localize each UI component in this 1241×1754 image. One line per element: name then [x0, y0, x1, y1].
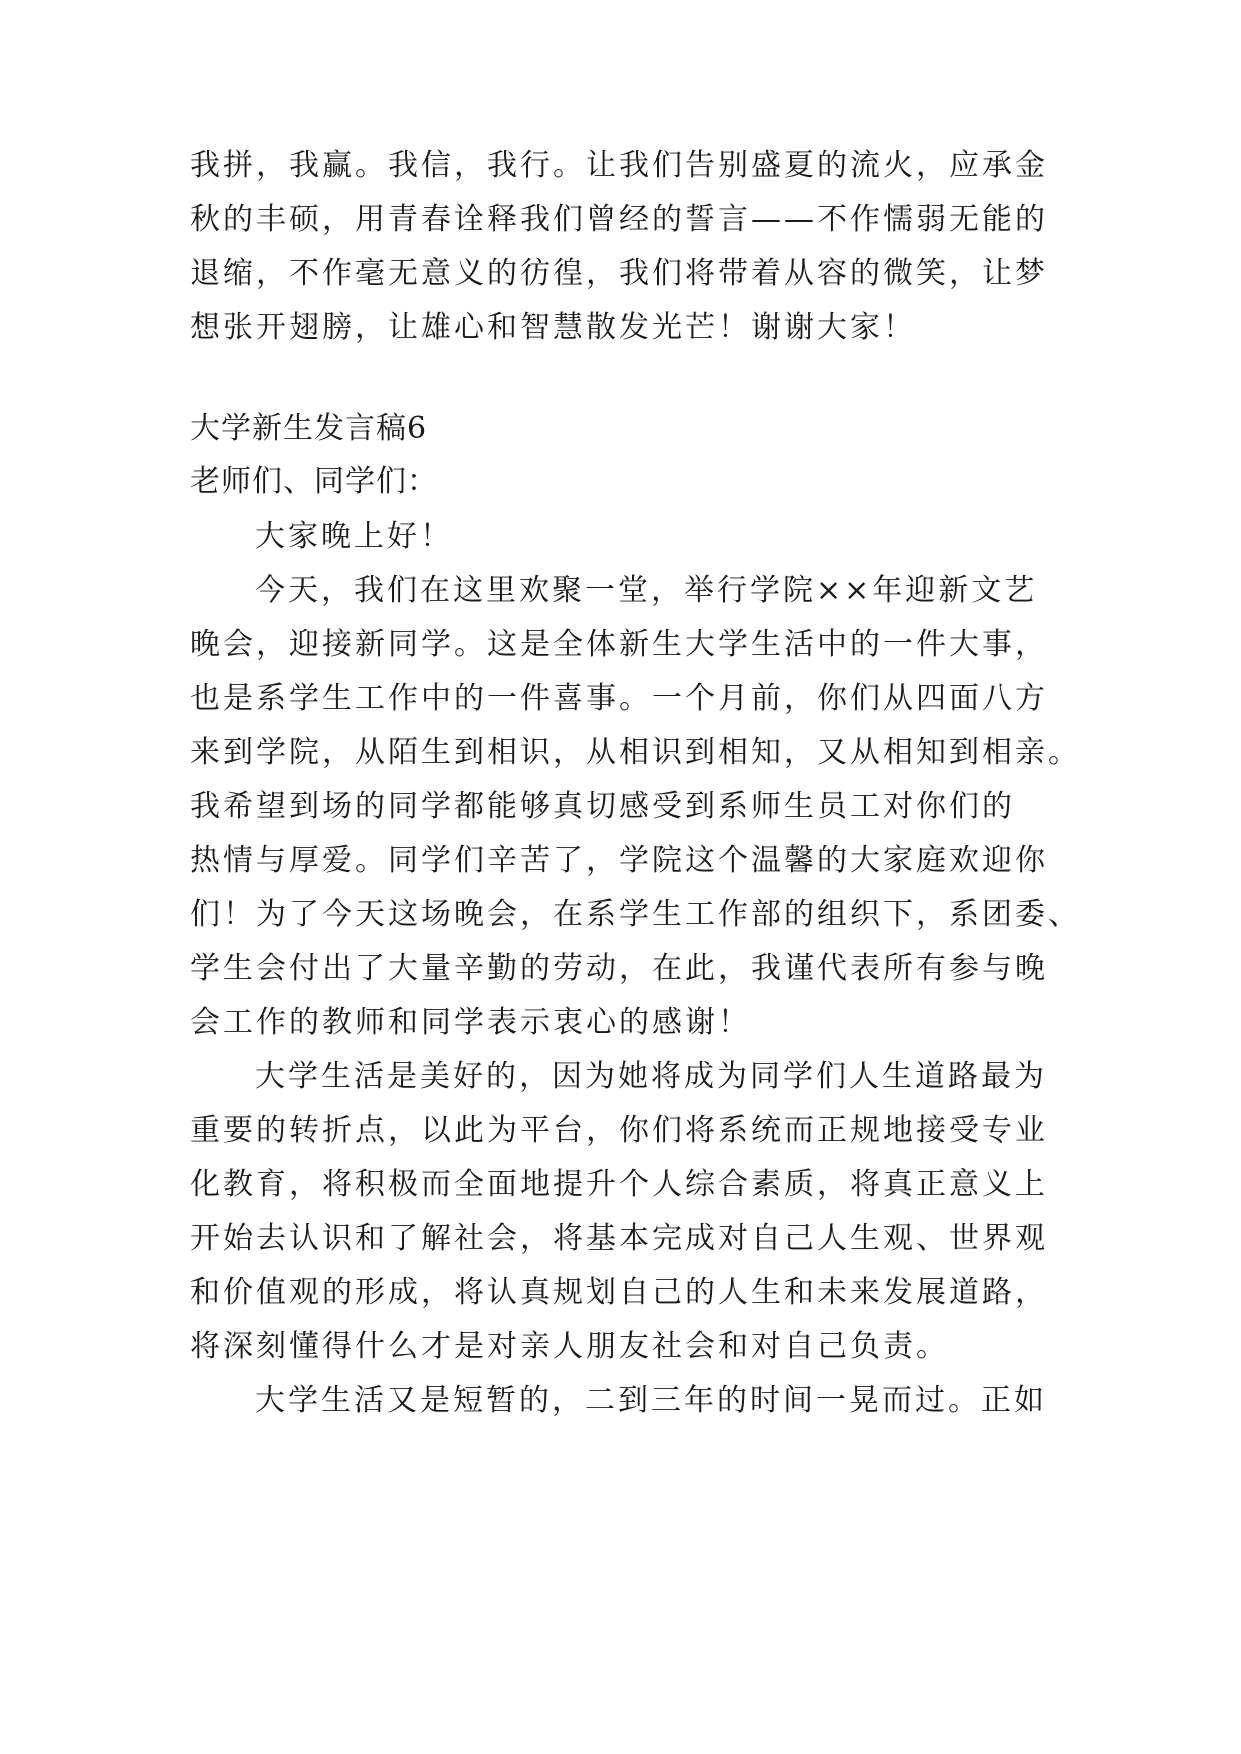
text-line: 也是系学生工作中的一件喜事。一个月前，你们从四面八方	[190, 681, 1048, 716]
text-line: 晚会，迎接新同学。这是全体新生大学生活中的一件大事，	[190, 627, 1048, 662]
text-line: 热情与厚爱。同学们辛苦了，学院这个温馨的大家庭欢迎你	[190, 843, 1048, 878]
text-line: 大学生活是美好的，因为她将成为同学们人生道路最为	[255, 1059, 1047, 1094]
text-line: 开始去认识和了解社会，将基本完成对自己人生观、世界观	[190, 1221, 1048, 1256]
text-line: 大学生活又是短暂的，二到三年的时间一晃而过。正如	[255, 1383, 1047, 1418]
greeting: 大家晚上好！	[255, 519, 453, 554]
text-line: 我希望到场的同学都能够真切感受到系师生员工对你们的	[190, 789, 1015, 824]
text-line: 秋的丰硕，用青春诠释我们曾经的誓言——不作懦弱无能的	[190, 202, 1048, 237]
text-line: 我拼，我赢。我信，我行。让我们告别盛夏的流火，应承金	[190, 148, 1048, 183]
salutation: 老师们、同学们：	[190, 464, 438, 499]
text-line: 今天，我们在这里欢聚一堂，举行学院××年迎新文艺	[255, 573, 1038, 608]
section-title: 大学新生发言稿6	[190, 411, 428, 446]
text-line: 学生会付出了大量辛勤的劳动，在此，我谨代表所有参与晚	[190, 951, 1048, 986]
text-line: 重要的转折点，以此为平台，你们将系统而正规地接受专业	[190, 1113, 1048, 1148]
text-line: 来到学院，从陌生到相识，从相识到相知，又从相知到相亲。	[190, 735, 1081, 770]
text-line: 想张开翅膀，让雄心和智慧散发光芒！谢谢大家！	[190, 310, 916, 345]
text-line: 们！为了今天这场晚会，在系学生工作部的组织下，系团委、	[190, 897, 1081, 932]
text-line: 化教育，将积极而全面地提升个人综合素质，将真正意义上	[190, 1167, 1048, 1202]
text-line: 退缩，不作毫无意义的彷徨，我们将带着从容的微笑，让梦	[190, 256, 1048, 291]
text-line: 会工作的教师和同学表示衷心的感谢！	[190, 1005, 751, 1040]
text-line: 将深刻懂得什么才是对亲人朋友社会和对自己负责。	[190, 1329, 949, 1364]
text-line: 和价值观的形成，将认真规划自己的人生和未来发展道路，	[190, 1275, 1048, 1310]
